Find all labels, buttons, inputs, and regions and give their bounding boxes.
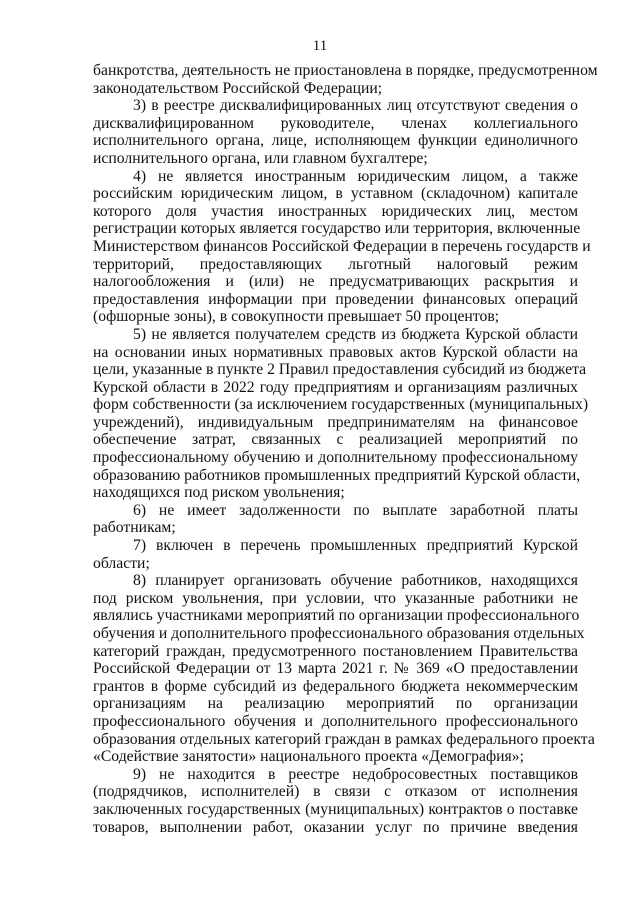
text-line: грантов в форме субсидий из федерального бюджета некоммерческим [93, 677, 578, 695]
text-line: образования отдельных категорий граждан в рамках федерального проекта [93, 730, 595, 748]
text-line: профессиональному обучению и дополнительному профессиональному [93, 449, 578, 467]
text-line: товаров, выполнении работ, оказании услуг по причине введения [93, 818, 578, 836]
text-line: территорий, предоставляющих льготный налоговый режим [93, 255, 578, 273]
text-line: учреждений), индивидуальным предпринимателям на финансовое [93, 413, 578, 431]
text-line: 9) не находится в реестре недобросовестных поставщиков [133, 765, 578, 783]
text-line: регистрации которых является государство или территория, включенные [93, 220, 581, 238]
text-line: 4) не является иностранным юридическим лицом, а также [133, 167, 578, 185]
text-line: исполнительного органа, лице, исполняющем функции единоличного [93, 132, 578, 150]
text-line: цели, указанные в пункте 2 Правил предоставления субсидий из бюджета [93, 361, 587, 379]
text-line: предоставления информации при проведении финансовых операций [93, 290, 578, 308]
text-line: налогообложения и (или) не предусматривающих раскрытия и [93, 273, 578, 291]
text-line: заключенных государственных (муниципальных) контрактов о поставке [93, 800, 578, 818]
text-line: под риском увольнения, при условии, что указанные работники не [93, 589, 578, 607]
text-line: Российской Федерации от 13 марта 2021 г. № 369 «О предоставлении [93, 660, 578, 678]
text-line: дисквалифицированном руководителе, членах коллегиального [93, 114, 578, 132]
text-line: «Содействие занятости» национального проекта «Демография»; [93, 748, 524, 766]
text-line: на основании иных нормативных правовых актов Курской области на [93, 343, 578, 361]
text-line: 6) не имеет задолженности по выплате заработной платы [133, 501, 578, 519]
text-line: законодательством Российской Федерации; [93, 79, 383, 97]
text-line: работникам; [93, 519, 176, 537]
text-line: Министерством финансов Российской Федерации в перечень государств и [93, 237, 591, 255]
text-line: (подрядчиков, исполнителей) в связи с отказом от исполнения [93, 783, 578, 801]
text-line: исполнительного органа, или главном бухгалтере; [93, 149, 428, 167]
text-line: обучения и дополнительного профессионального образования отдельных [93, 625, 585, 642]
text-line: российским юридическим лицом, в уставном (складочном) капитале [93, 185, 578, 203]
text-line: 7) включен в перечень промышленных предприятий Курской [133, 537, 578, 555]
text-line: 3) в реестре дисквалифицированных лиц отсутствуют сведения о [133, 97, 578, 115]
text-line: образованию работников промышленных предприятий Курской области, [93, 466, 581, 484]
text-line: обеспечение затрат, связанных с реализацией мероприятий по [93, 431, 578, 449]
text-line: (офшорные зоны), в совокупности превышает 50 процентов; [93, 308, 500, 326]
text-line: 5) не является получателем средств из бюджета Курской области [133, 325, 578, 343]
text-line: 8) планирует организовать обучение работников, находящихся [133, 572, 578, 590]
text-line: области; [93, 554, 150, 572]
text-line: Курской области в 2022 году предприятиям и организациям различных [93, 378, 578, 396]
text-line: форм собственности (за исключением государственных (муниципальных) [93, 396, 589, 414]
text-line: являлись участниками мероприятий по организации профессионального [93, 607, 580, 625]
document-body [93, 62, 598, 836]
text-line: категорий граждан, предусмотренного постановлением Правительства [93, 642, 578, 660]
text-line: которого доля участия иностранных юридических лиц, местом [93, 202, 578, 220]
page-number: 11 [312, 38, 328, 54]
text-line: организациям на реализацию мероприятий по организации [93, 695, 578, 713]
text-line: профессионального обучения и дополнительного профессионального [93, 712, 578, 730]
text-line: банкротства, деятельность не приостановлена в порядке, предусмотренном [93, 62, 598, 79]
text-line: находящихся под риском увольнения; [93, 484, 345, 502]
